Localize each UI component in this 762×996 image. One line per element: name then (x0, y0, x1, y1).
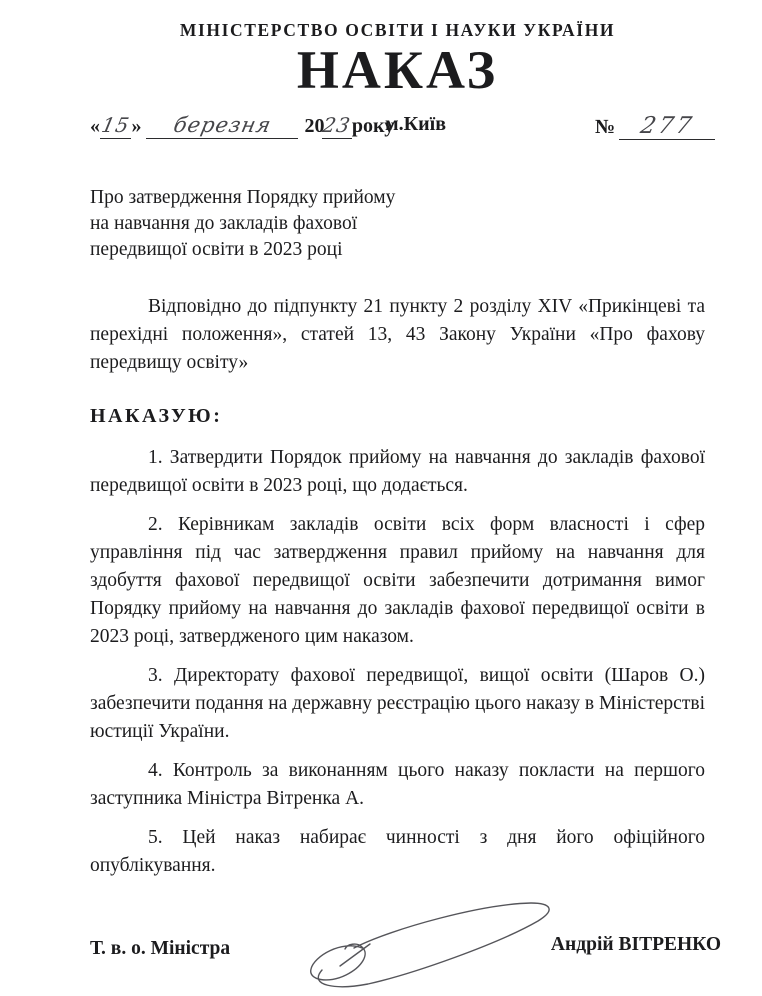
date-number-row (90, 111, 705, 145)
signer-position-label: Т. в. о. Міністра (90, 938, 231, 959)
order-item-3: 3. Директорату фахової передвищої, вищої освіти (Шаров О.) забезпечити подання на державну реєстрацію цього наказу в Міністерстві юстиції України. (90, 665, 705, 742)
handwritten-year-suffix: 23 (320, 113, 354, 137)
order-item-1: 1. Затвердити Порядок прийому на навчання до закладів фахової передвищої освіти в 2023 році, що додається. (90, 447, 705, 496)
close-quote: » (131, 115, 142, 137)
preamble-paragraph: Відповідно до підпункту 21 пункту 2 розділу XIV «Прикінцеві та перехідні положення», статей 13, 43 Закону України «Про фахову передвищу освіту» (90, 296, 705, 373)
order-item-4: 4. Контроль за виконанням цього наказу покласти на першого заступника Міністра Вітренка А. (90, 760, 705, 809)
open-quote: « (90, 115, 100, 137)
order-item-5: 5. Цей наказ набирає чинності з дня його офіційного опублікування. (90, 827, 705, 876)
signature-scribble-icon (288, 896, 578, 991)
document-title: НАКАЗ (296, 40, 499, 100)
city-label: м.Київ (385, 113, 447, 135)
subject-block (90, 185, 705, 263)
date-field (90, 113, 394, 139)
order-number-field (595, 113, 715, 140)
ministry-header: МІНІСТЕРСТВО ОСВІТИ І НАУКИ УКРАЇНИ (179, 20, 616, 40)
subject-line: передвищої освіти в 2023 році (90, 239, 343, 260)
subject-line: на навчання до закладів фахової (90, 213, 358, 234)
order-item-2: 2. Керівникам закладів освіти всіх форм власності і сфер управління під час затвердження правил прийому на навчання для здобуття фахової передвищої освіти забезпечити дотримання вимог Порядку прийому на навчання до закладів фахової передвищої освіти в 2023 році, затвердженого цим наказом. (90, 514, 705, 647)
subject-line: Про затвердження Порядку прийому (90, 187, 396, 208)
order-word: НАКАЗУЮ: (90, 405, 223, 427)
year-prefix: 20 (304, 115, 325, 137)
handwritten-day: 15 (99, 113, 133, 137)
handwritten-order-number: 277 (619, 113, 715, 140)
signer-name-label: Андрій ВІТРЕНКО (550, 934, 721, 955)
number-sign: № (595, 116, 616, 138)
signature-row (90, 886, 721, 996)
handwritten-month: березня (146, 113, 298, 139)
year-word: року (351, 115, 395, 137)
